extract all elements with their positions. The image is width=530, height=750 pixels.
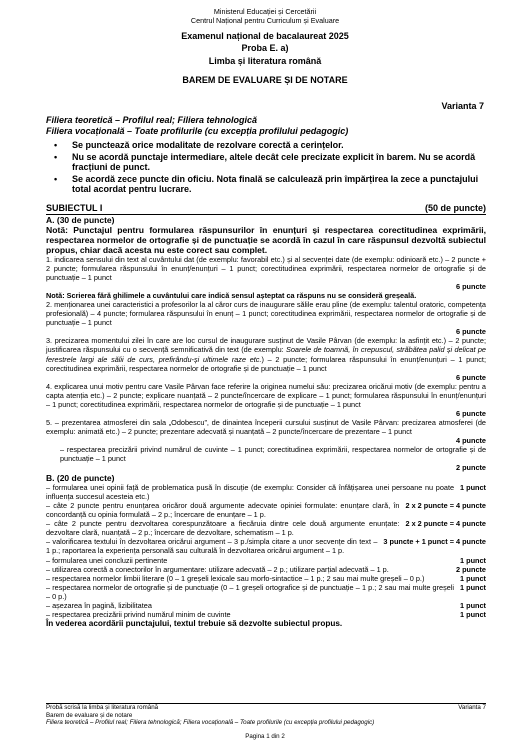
criterion-row: – valorificarea textului în dezvoltarea oricărui argument – 3 p./simpla citare a unor secvențe din text – 1 p.; raportarea la experiența personală sau culturală în dezvoltarea oricărui argument – 1 p. 3 puncte + 1 punct = 4 puncte	[46, 537, 486, 556]
item-4-points: 6 puncte	[455, 408, 486, 418]
subject-1-points: (50 de puncte)	[424, 203, 486, 213]
criterion-row: – respectarea normelor limbii literare (0 – 1 greșeli lexicale sau morfo-sintactice – 1 p.; 2 sau mai multe greșeli – 0 p.) 1 punct	[46, 573, 486, 583]
footer-line-3: Filiera teoretică – Profilul real; Filiera tehnologică; Filiera vocațională – Toate profilurile (cu excepția profilului pedagogic)	[46, 719, 375, 727]
item-5-points-row	[46, 436, 486, 445]
footer-variant: Varianta 7	[458, 704, 486, 711]
section-b-final-note: În vederea acordării punctajului, textul trebuie să dezvolte subiectul propus.	[46, 618, 343, 628]
criterion-row: – formularea unei concluzii pertinente 1 punct	[46, 555, 486, 565]
subject-1-header	[46, 203, 486, 215]
footer-line-1: Probă scrisă la limba și literatura română	[46, 704, 159, 711]
rule-item: • Se punctează orice modalitate de rezolvare corectă a cerințelor.	[54, 140, 344, 150]
bullet-icon: •	[54, 140, 58, 150]
item-2-points-row	[46, 327, 486, 336]
item-1-points: 6 puncte	[455, 282, 486, 292]
criterion-row: – respectarea normelor de ortografie și de punctuație (0 – 1 greșeli ortografice și de punctuație – 1 p.; 2 sau mai multe greșeli – 0 p.) 1 punct	[46, 582, 486, 601]
center-name: Centrul Național pentru Curriculum și Evaluare	[190, 16, 340, 25]
section-a-title: A. (30 de puncte)	[46, 215, 115, 225]
filiera-line-1: Filiera teoretică – Profilul real; Filiera tehnologică	[46, 115, 258, 125]
subject-1-title: SUBIECTUL I	[46, 203, 103, 213]
proba-label: Proba E. a)	[241, 43, 289, 53]
item-4-text: 4. explicarea unui motiv pentru care Vasile Pârvan face referire la originea numelui său: precizarea oricărui motiv (de exemplu: pentru a capta atenția etc.) – 2 puncte; explicare nuanțată – 2 puncte/încercare de explicare – 1 punct; formularea răspunsului în enunț/enunțuri – 1 punct; corectitudinea exprimării, respectarea normelor de ortografie și de punctuație – 1 punct	[46, 381, 486, 409]
grading-content	[46, 203, 486, 629]
exam-title: Examenul național de bacalaureat 2025	[181, 31, 349, 41]
criterion-row: – utilizarea corectă a conectorilor în argumentare: utilizare adecvată – 2 p.; utilizare parțial adecvată – 1 p. 2 puncte	[46, 564, 486, 574]
item-5-text: 5. – prezentarea atmosferei din sala „Odobescu”, de dinaintea începerii cursului susținut de Vasile Pârvan: precizarea atmosferei (de exemplu: animată etc.) – 2 puncte; prezentare adecvată și nuanțată – 2 puncte/încercare de prezentare – 1 punct	[46, 417, 486, 436]
item-5b-points-row	[46, 463, 486, 472]
criterion-row: – formularea unei opinii față de problematica pusă în discuție (de exemplu: Consider că înfățișarea unei persoane nu poate influența succesul acesteia etc.) 1 punct	[46, 483, 486, 502]
page-title: BAREM DE EVALUARE ȘI DE NOTARE	[182, 75, 348, 85]
variant-label: Varianta 7	[441, 101, 484, 111]
section-b-rows	[46, 483, 486, 619]
bullet-icon: •	[54, 173, 58, 184]
item-1-text: 1. indicarea sensului din text al cuvântului dat (de exemplu: favorabil etc.) și al secvenței date (de exemplu: odinioară etc.) – 2 puncte + 2 puncte; formularea răspunsului în enunț/enunțuri – 1 punct; corectitudinea exprimării, respectarea normelor de ortografie și de punctuație – 1 punct	[46, 255, 486, 283]
criterion-row: – respectarea precizării privind numărul minim de cuvinte 1 punct	[46, 609, 486, 619]
footer-line-2: Barem de evaluare și de notare	[46, 711, 133, 719]
rule-item: • Nu se acordă punctaje intermediare, altele decât cele precizate explicit în barem. Nu se acordă fracțiuni de punct.	[54, 151, 476, 173]
criterion-row: – câte 2 puncte pentru dezvoltarea corespunzătoare a fiecăruia dintre cele două argumente enunțate: dezvoltare clară, nuanțată – 2 p.; încercare de dezvoltare, schematism – 1 p. 2 x 2 puncte = 4 puncte	[46, 519, 486, 538]
criterion-row: – câte 2 puncte pentru enunțarea oricăror două argumente adecvate opiniei formulate: enunțare clară, în concordanță cu opinia formulată – 2 p.; încercare de enunțare – 1 p. 2 x 2 puncte = 4 puncte	[46, 501, 486, 520]
rules-list	[46, 140, 486, 196]
item-5b-points: 2 puncte	[455, 463, 486, 473]
item-2-text: 2. menționarea unei caracteristici a profesorilor la al căror curs de inaugurare sălile erau pline (de exemplu: talentul oratoric, competența profesională) – 4 puncte; formularea răspunsului în enunț – 1 punct; corectitudinea exprimării, respectarea normelor de ortografie și de punctuație – 1 punct	[46, 300, 486, 328]
footer	[46, 704, 486, 727]
item-5b-text: – respectarea precizării privind numărul de cuvinte – 1 punct; corectitudinea exprimării, respectarea normelor de ortografie și de punctuație – 1 punct	[60, 444, 486, 464]
page-number: Pagina 1 din 2	[245, 733, 285, 740]
item-3-points-row	[46, 373, 486, 382]
item-5-points: 4 puncte	[455, 435, 486, 445]
item-3-points: 6 puncte	[455, 372, 486, 382]
item-2-points: 6 puncte	[455, 327, 486, 337]
criterion-row: – așezarea în pagină, lizibilitatea 1 punct	[46, 600, 486, 610]
bullet-icon: •	[54, 151, 58, 162]
item-3-quote: Soarele de toamnă, în crepuscul, străbătea palid și delicat pe ferestrele largi ale sălii de curs, prefirându-și ultimele raze etc.	[46, 345, 486, 364]
section-b-title: B. (20 de puncte)	[46, 473, 115, 484]
section-a-note: Notă: Punctajul pentru formularea răspunsurilor în enunțuri și respectarea corectitudinea exprimării, respectarea normelor de ortografie și de punctuație se acordă în cazul în care răspunsul dezvoltă subiectul propus, chiar dacă acesta nu este corect sau complet.	[46, 225, 486, 255]
subject-name: Limba și literatura română	[208, 56, 322, 66]
item-1-note: Notă: Scrierea fără ghilimele a cuvântului care indică sensul așteptat ca răspuns nu se consideră greșeală.	[46, 291, 417, 301]
item-3-text: 3. precizarea momentului zilei în care are loc cursul de inaugurare susținut de Vasile Pârvan (de exemplu: la asfințit etc.) – 2 puncte; justificarea răspunsului cu o secvență semnificativă din text (de exemplu: Soarele de toamnă, în crepuscul, străbătea palid și delicat pe ferestrele largi ale sălii de curs, prefirându-și ultimele raze etc.) – 2 puncte; formularea răspunsului în enunț/enunțuri – 1 punct; corectitudinea exprimării, respectarea normelor de ortografie și de punctuație – 1 punct	[46, 336, 486, 373]
filiera-line-2: Filiera vocațională – Toate profilurile (cu excepția profilului pedagogic)	[46, 126, 349, 136]
item-1-points-row	[46, 282, 486, 291]
ministry-name: Ministerul Educației și Cercetării	[213, 7, 317, 16]
rule-item: • Se acordă zece puncte din oficiu. Nota finală se calculează prin împărțirea la zece a punctajului total acordat pentru lucrare.	[54, 173, 479, 195]
item-4-points-row	[46, 409, 486, 418]
